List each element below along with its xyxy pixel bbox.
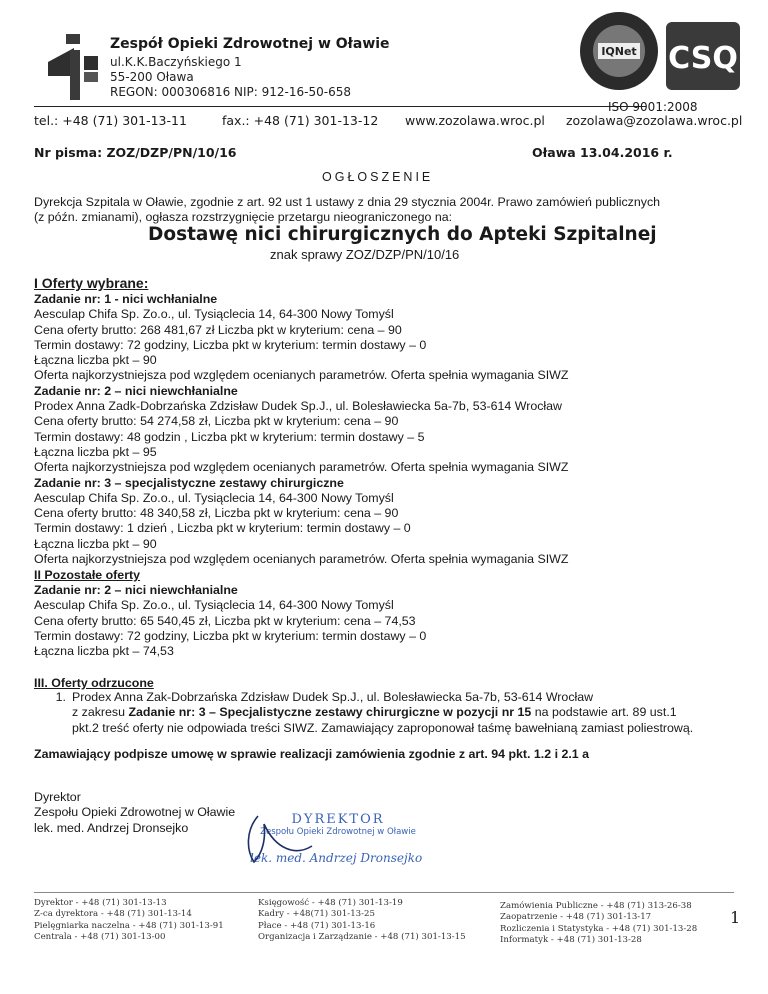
section1-line: Oferta najkorzystniejsza pod względem ocenianych parametrów. Oferta spełnia wymagania SIWZ [34, 368, 569, 383]
footer-contact: Zamówienia Publiczne - +48 (71) 313-26-38 [500, 901, 692, 911]
rejected-scope: Zadanie nr: 3 – Specjalistyczne zestawy chirurgiczne w pozycji nr 15 [128, 705, 532, 720]
section2-line: Łączna liczba pkt – 74,53 [34, 644, 174, 659]
section-selected-offers [34, 292, 754, 567]
section1-line: Aesculap Chifa Sp. Zo.o., ul. Tysiąclecia 14, 64-300 Nowy Tomyśl [34, 490, 394, 505]
footer-contact: Organizacja i Zarządzanie - +48 (71) 301-13-15 [258, 931, 466, 942]
website-link[interactable]: www.zozolawa.wroc.pl [405, 113, 545, 128]
footer-contact: Kadry - +48(71) 301-13-25 [258, 909, 375, 920]
signatory-org: Zespołu Opieki Zdrowotnej w Oławie [34, 805, 236, 820]
section1-line: Zadanie nr: 3 – specjalistyczne zestawy chirurgiczne [34, 475, 344, 490]
handwritten-signature [236, 810, 356, 870]
section1-line: Oferta najkorzystniejsza pod względem ocenianych parametrów. Oferta spełnia wymagania SIWZ [34, 460, 569, 475]
section1-line: Oferta najkorzystniejsza pod względem ocenianych parametrów. Oferta spełnia wymagania SIWZ [34, 552, 569, 567]
section1-line: Łączna liczba pkt – 90 [34, 536, 157, 551]
signatory-title: Dyrektor [34, 790, 81, 804]
footer-phones-1 [34, 898, 224, 943]
document-date: Oława 13.04.2016 r. [532, 145, 673, 160]
footer-contact: Rozliczenia i Statystyka - +48 (71) 301-13-28 [500, 923, 698, 934]
section1-line: Cena oferty brutto: 268 481,67 zł Liczba pkt w kryterium: cena – 90 [34, 322, 402, 337]
footer-contact: Płace - +48 (71) 301-13-16 [258, 920, 376, 931]
signatory-name: lek. med. Andrzej Dronsejko [34, 820, 189, 835]
section1-line: Cena oferty brutto: 48 340,58 zł, Liczba pkt w kryterium: cena – 90 [34, 506, 399, 521]
iso-certificate: ISO 9001:2008 [608, 100, 698, 114]
section1-line: Łączna liczba pkt – 95 [34, 444, 157, 459]
section2-line: Aesculap Chifa Sp. Zo.o., ul. Tysiąclecia 14, 64-300 Nowy Tomyśl [34, 598, 394, 613]
header-divider [34, 106, 646, 107]
csq-text: CSQ [668, 41, 738, 76]
section1-line: Cena oferty brutto: 54 274,58 zł, Liczba pkt w kryterium: cena – 90 [34, 414, 399, 429]
section-other-offers [34, 583, 754, 659]
section-other-offers-heading: II Pozostałe oferty [34, 568, 141, 582]
section1-line: Łączna liczba pkt – 90 [34, 353, 157, 368]
section1-line: Zadanie nr: 1 - nici wchłanialne [34, 292, 218, 306]
csq-logo [666, 22, 740, 90]
page-number: 1 [730, 908, 741, 927]
footer-contact: Informatyk - +48 (71) 301-13-28 [500, 934, 642, 945]
footer-phones-2 [258, 898, 466, 943]
director-stamp: DYREKTOR Zespołu Opieki Zdrowotnej w Oławie lek. med. Andrzej Dronsejko [250, 812, 423, 865]
fax: fax.: +48 (71) 301-13-12 [222, 113, 379, 128]
tender-title: Dostawę nici chirurgicznych do Apteki Szpitalnej [148, 224, 657, 245]
footer-contact: Dyrektor - +48 (71) 301-13-13 [34, 898, 167, 908]
email-link[interactable]: zozolawa@zozolawa.wroc.pl [566, 113, 743, 128]
footer-contact: Pielęgniarka naczelna - +48 (71) 301-13-91 [34, 920, 224, 931]
section1-line: Zadanie nr: 2 – nici niewchłanialne [34, 383, 238, 398]
section-selected-offers-heading: I Oferty wybrane: [34, 275, 149, 291]
rejected-offer-item: 1. Prodex Anna Zak-Dobrzańska Zdzisław Dudek Sp.J., ul. Bolesławiecka 5a-7b, 53-614 Wrocław z zakresu Zadanie nr: 3 – Specjalistyczne zestawy chirurgiczne w pozycji nr 15 na podstawie art. 89 ust.1 pkt.2 treść oferty nie odpowiada treści SIWZ. Zamawiający zaproponował taśmę bawełnianą zamiast poliestrową. [34, 690, 764, 736]
organization-logo [44, 34, 104, 100]
footer-phones-3 [500, 901, 697, 946]
closing-statement: Zamawiający podpisze umowę w sprawie realizacji zamówienia zgodnie z art. 94 pkt. 1.2 i 2.1 a [34, 747, 590, 761]
section1-line: Termin dostawy: 72 godziny, Liczba pkt w kryterium: termin dostawy – 0 [34, 337, 427, 352]
case-number: znak sprawy ZOZ/DZP/PN/10/16 [270, 247, 460, 262]
section1-line: Aesculap Chifa Sp. Zo.o., ul. Tysiąclecia 14, 64-300 Nowy Tomyśl [34, 307, 394, 322]
iqnet-certification-seal [578, 10, 660, 92]
address-city: 55-200 Oława [110, 70, 194, 84]
organization-name: Zespół Opieki Zdrowotnej w Oławie [110, 36, 390, 52]
footer-contact: Księgowość - +48 (71) 301-13-19 [258, 898, 403, 908]
rejected-item-number: 1. [55, 690, 66, 704]
rejected-line-1: Prodex Anna Zak-Dobrzańska Zdzisław Dudek Sp.J., ul. Bolesławiecka 5a-7b, 53-614 Wrocław [72, 690, 594, 704]
section2-line: Termin dostawy: 72 godziny, Liczba pkt w kryterium: termin dostawy – 0 [34, 628, 427, 643]
phone: tel.: +48 (71) 301-13-11 [34, 113, 187, 128]
document-heading: OGŁOSZENIE [322, 170, 434, 184]
rejected-reason: pkt.2 treść oferty nie odpowiada treści SIWZ. Zamawiający zaproponował taśmę bawełnianą zamiast poliestrową. [72, 720, 694, 735]
reference-number: Nr pisma: ZOZ/DZP/PN/10/16 [34, 145, 237, 160]
section1-line: Termin dostawy: 1 dzień , Liczba pkt w kryterium: termin dostawy – 0 [34, 521, 411, 536]
section-rejected-offers-heading: III. Oferty odrzucone [34, 676, 154, 690]
address-street: ul.K.K.Baczyńskiego 1 [110, 55, 242, 69]
section1-line: Termin dostawy: 48 godzin , Liczba pkt w kryterium: termin dostawy – 5 [34, 429, 425, 444]
seal-text: IQNet [601, 45, 637, 58]
intro-line-2: (z późn. zmianami), ogłasza rozstrzygnięcie przetargu nieograniczonego na: [34, 210, 453, 224]
footer-contact: Zaopatrzenie - +48 (71) 301-13-17 [500, 912, 652, 923]
signatory-block [34, 790, 235, 836]
section2-line: Cena oferty brutto: 65 540,45 zł, Liczba pkt w kryterium: cena – 74,53 [34, 613, 416, 628]
footer-contact: Z-ca dyrektora - +48 (71) 301-13-14 [34, 909, 192, 920]
regon-nip: REGON: 000306816 NIP: 912-16-50-658 [110, 85, 351, 99]
section2-line: Zadanie nr: 2 – nici niewchłanialne [34, 583, 238, 597]
section1-line: Prodex Anna Zadk-Dobrzańska Zdzisław Dudek Sp.J., ul. Bolesławiecka 5a-7b, 53-614 Wrocław [34, 399, 563, 414]
intro-line-1: Dyrekcja Szpitala w Oławie, zgodnie z art. 92 ust 1 ustawy z dnia 29 stycznia 2004r. Prawo zamówień publicznych [34, 195, 661, 209]
footer-contact: Centrala - +48 (71) 301-13-00 [34, 931, 166, 942]
footer-divider [34, 892, 734, 893]
